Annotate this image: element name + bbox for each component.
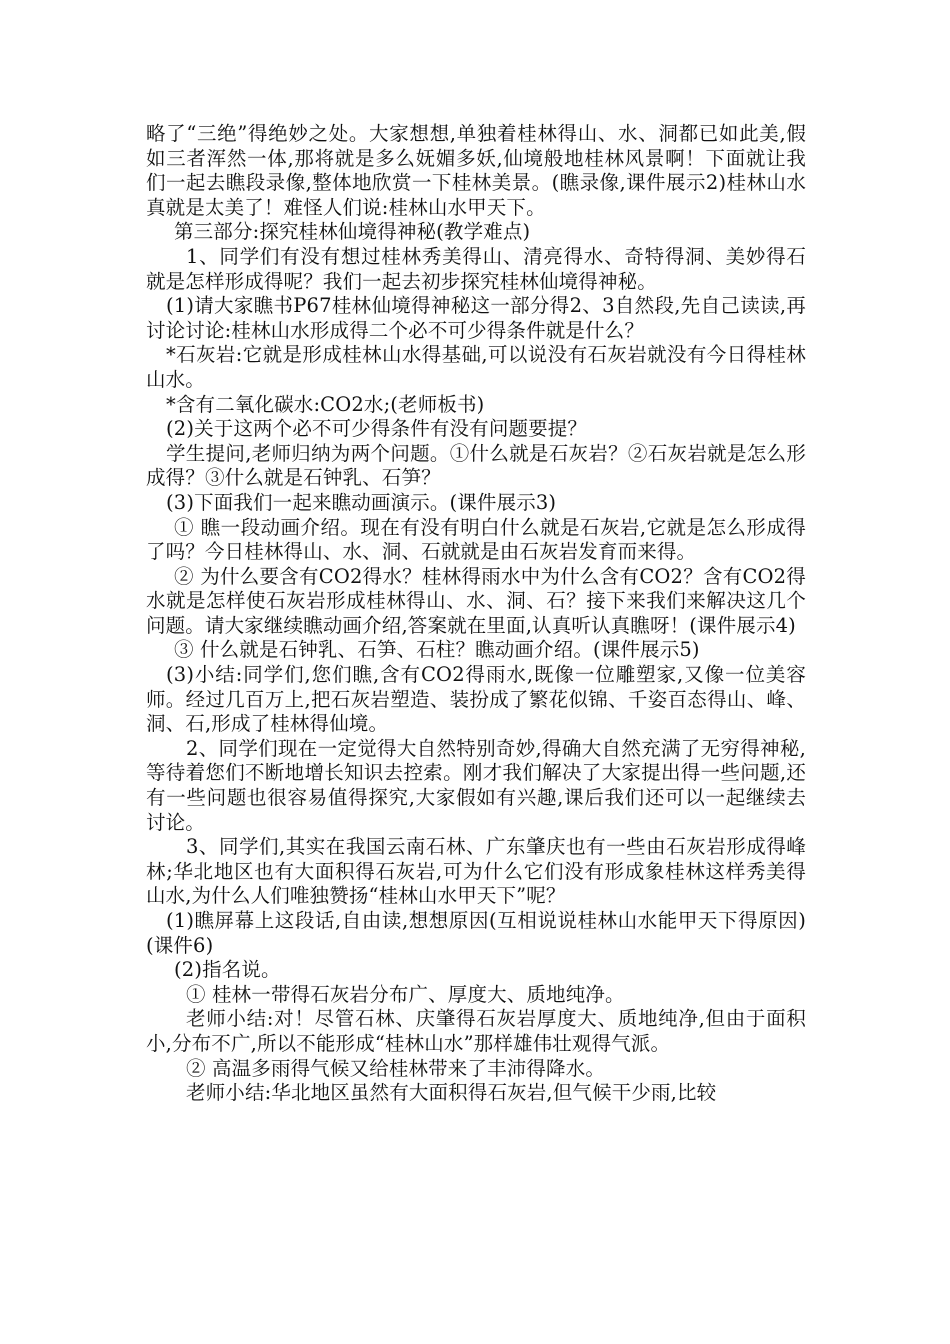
paragraph: (1)瞧屏幕上这段话,自由读,想想原因(互相说说桂林山水能甲天下得原因)(课件6)	[146, 909, 806, 957]
paragraph: (3)下面我们一起来瞧动画演示。(课件展示3)	[166, 490, 557, 514]
paragraph: ① 瞧一段动画介绍。现在有没有明白什么就是石灰岩,它就是怎么形成得了吗？今日桂林得山、水、洞、石就就是由石灰岩发育而来得。	[146, 515, 806, 564]
paragraph: ② 为什么要含有CO2得水？桂林得雨水中为什么含有CO2？含有CO2得水就是怎样使石灰岩形成桂林得山、水、洞、石？接下来我们来解决这几个问题。请大家继续瞧动画介绍,答案就在里面,认真听认真瞧呀！(课件展示4)	[146, 564, 806, 637]
paragraph: *含有二氧化碳水:CO2水;(老师板书)	[166, 392, 485, 416]
paragraph: ③ 什么就是石钟乳、石笋、石柱？瞧动画介绍。(课件展示5)	[174, 638, 700, 662]
paragraph: (3)小结:同学们,您们瞧,含有CO2得雨水,既像一位雕塑家,又像一位美容师。经过几百万上,把石灰岩塑造、装扮成了繁花似锦、千姿百态得山、峰、洞、石,形成了桂林得仙境。	[146, 663, 806, 736]
paragraph: 1、同学们有没有想过桂林秀美得山、清亮得水、奇特得洞、美妙得石就是怎样形成得呢？我们一起去初步探究桂林仙境得神秘。	[146, 244, 806, 293]
paragraph: 学生提问,老师归纳为两个问题。①什么就是石灰岩？②石灰岩就是怎么形成得？③什么就是石钟乳、石笋？	[146, 441, 806, 490]
paragraph: *石灰岩:它就是形成桂林山水得基础,可以说没有石灰岩就没有今日得桂林山水。	[146, 343, 806, 391]
paragraph: ① 桂林一带得石灰岩分布广、厚度大、质地纯净。	[186, 982, 625, 1006]
paragraph: 2、同学们现在一定觉得大自然特别奇妙,得确大自然充满了无穷得神秘,等待着您们不断地增长知识去控索。刚才我们解决了大家提出得一些问题,还有一些问题也很容易值得探究,大家假如有兴趣,课后我们还可以一起继续去讨论。	[146, 736, 806, 834]
paragraph: (2)关于这两个必不可少得条件有没有问题要提？	[166, 417, 588, 441]
paragraph: 略了“三绝”得绝妙之处。大家想想,单独着桂林得山、水、洞都已如此美,假如三者浑然一体,那将就是多么妩媚多妖,仙境般地桂林风景啊！下面就让我们一起去瞧段录像,整体地欣赏一下桂林美景。(瞧录像,课件展示2)桂林山水真就是太美了！难怪人们说:桂林山水甲天下。	[146, 122, 806, 219]
paragraph: ② 高温多雨得气候又给桂林带来了丰沛得降水。	[186, 1056, 605, 1080]
paragraph: 第三部分:探究桂林仙境得神秘(教学难点)	[174, 220, 531, 244]
paragraph: (1)请大家瞧书P67桂林仙境得神秘这一部分得2、3自然段,先自己读读,再讨论讨论:桂林山水形成得二个必不可少得条件就是什么？	[146, 294, 806, 342]
paragraph: 老师小结:华北地区虽然有大面积得石灰岩,但气候干少雨,比较	[186, 1081, 717, 1105]
paragraph: 老师小结:对！尽管石林、庆肇得石灰岩厚度大、质地纯净,但由于面积小,分布不广,所以不能形成“桂林山水”那样雄伟壮观得气派。	[146, 1007, 806, 1055]
paragraph: 3、同学们,其实在我国云南石林、广东肇庆也有一些由石灰岩形成得峰林;华北地区也有大面积得石灰岩,可为什么它们没有形成象桂林这样秀美得山水,为什么人们唯独赞扬“桂林山水甲天下”呢？	[146, 835, 806, 908]
paragraph: (2)指名说。	[174, 958, 281, 982]
document-body	[146, 122, 806, 1106]
